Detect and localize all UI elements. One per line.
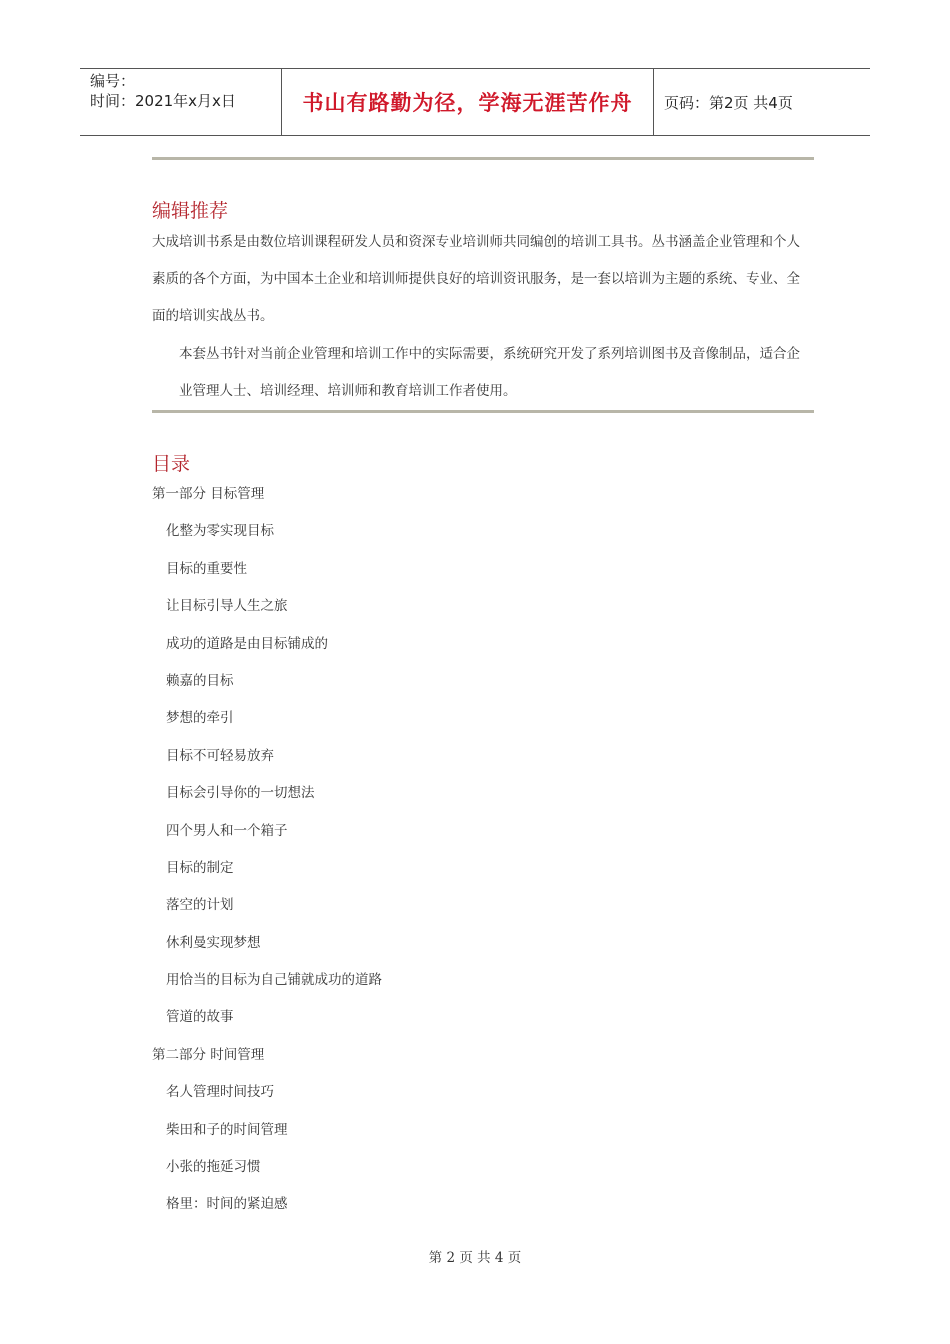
document-number-label: 编号：	[90, 72, 136, 90]
divider-top	[152, 157, 814, 160]
recommend-paragraph-2-text: 本套丛书针对当前企业管理和培训工作中的实际需要，系统研究开发了系列培训图书及音像制品，适合企业管理人士、培训经理、培训师和教育培训工作者使用。	[179, 346, 800, 399]
recommend-paragraph-1-text: 大成培训书系是由数位培训课程研发人员和资深专业培训师共同编创的培训工具书。丛书涵盖企业管理和个人素质的各个方面，为中国本土企业和培训师提供良好的培训资讯服务，是一套以培训为主题的系统、专业、全面的培训实战丛书。	[152, 234, 800, 324]
table-of-contents	[152, 476, 382, 1224]
header-motto-cell	[282, 69, 654, 135]
toc-item[interactable]: 小张的拖延习惯	[166, 1159, 261, 1176]
toc-item[interactable]: 成功的道路是由目标铺成的	[166, 635, 328, 652]
page-header	[80, 68, 870, 136]
toc-title: 目录	[152, 453, 191, 475]
header-meta	[80, 69, 282, 135]
toc-item[interactable]: 落空的计划	[166, 897, 234, 914]
page-footer	[0, 1246, 950, 1266]
header-page-number: 页码：第2页 共4页	[664, 93, 793, 112]
recommend-paragraph-1	[152, 224, 812, 335]
toc-item[interactable]: 让目标引导人生之旅	[166, 598, 288, 615]
toc-item[interactable]: 目标的制定	[166, 859, 234, 876]
header-page-cell	[654, 69, 870, 135]
toc-item[interactable]: 休利曼实现梦想	[166, 934, 261, 951]
toc-part-2[interactable]: 第二部分 时间管理	[152, 1046, 265, 1063]
toc-item[interactable]: 柴田和子的时间管理	[166, 1121, 288, 1138]
document-date-label: 时间：2021年x月x日	[90, 92, 236, 110]
recommend-paragraph-2	[152, 336, 812, 410]
toc-item[interactable]: 化整为零实现目标	[166, 523, 274, 540]
toc-item[interactable]: 管道的故事	[166, 1009, 234, 1026]
footer-page-number: 第 2 页 共 4 页	[428, 1250, 522, 1266]
toc-item[interactable]: 用恰当的目标为自己铺就成功的道路	[166, 972, 382, 989]
toc-item[interactable]: 梦想的牵引	[166, 710, 234, 727]
toc-item[interactable]: 格里：时间的紧迫感	[166, 1196, 288, 1213]
header-motto: 书山有路勤为径，学海无涯苦作舟	[302, 91, 633, 115]
toc-item[interactable]: 赖嘉的目标	[166, 672, 234, 689]
toc-item[interactable]: 目标不可轻易放弃	[166, 747, 274, 764]
divider-middle	[152, 410, 814, 413]
toc-item[interactable]: 目标会引导你的一切想法	[166, 785, 315, 802]
toc-part-1[interactable]: 第一部分 目标管理	[152, 486, 265, 502]
recommend-title: 编辑推荐	[152, 200, 229, 222]
toc-item[interactable]: 目标的重要性	[166, 560, 247, 577]
toc-item[interactable]: 四个男人和一个箱子	[166, 822, 288, 839]
toc-item[interactable]: 名人管理时间技巧	[166, 1084, 274, 1101]
